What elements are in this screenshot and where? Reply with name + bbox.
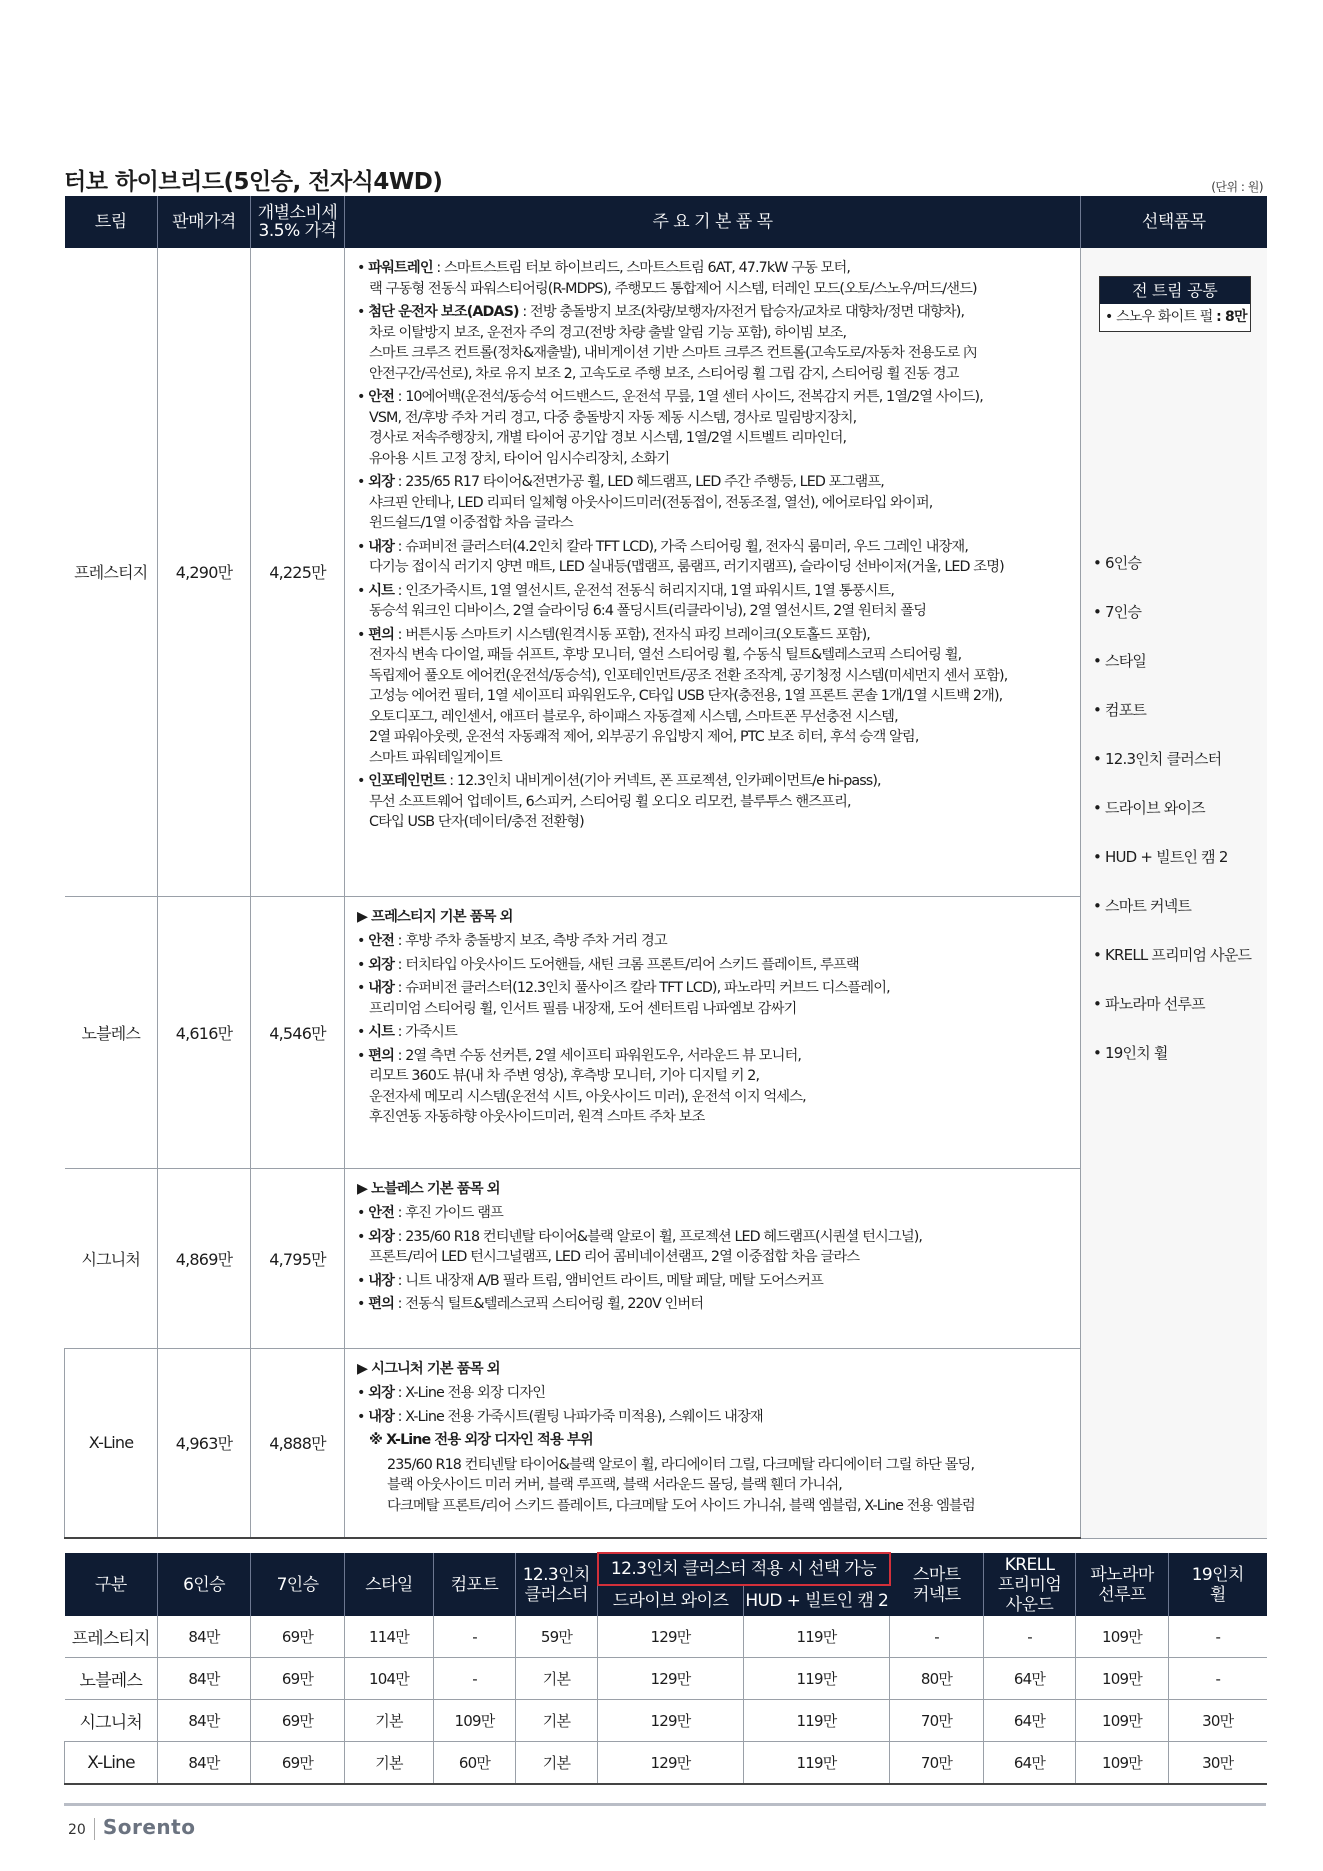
price-row-trim: 노블레스 <box>65 1658 158 1700</box>
feature-text: 전방 충돌방지 보조(차량/보행자/자전거 탑승자/교차로 대향차/정면 대향차), <box>529 304 965 320</box>
feature-item: • 시트 : 가죽시트 <box>357 1024 457 1040</box>
feature-label: 외장 <box>368 1228 395 1245</box>
price-cell: - <box>1169 1658 1267 1700</box>
feature-group-header: ▶ 시그니처 기본 품목 외 <box>357 1360 500 1377</box>
price-cell: 69만 <box>251 1700 345 1742</box>
price-cell: 119만 <box>744 1616 890 1658</box>
common-option-box <box>1099 276 1251 332</box>
price-cell: 109만 <box>1076 1616 1169 1658</box>
feature-item: • 외장 : X-Line 전용 외장 디자인 <box>357 1385 546 1401</box>
price-header-smart-connect: 스마트 커넥트 <box>890 1553 984 1616</box>
trim-price: 4,963만 <box>158 1348 251 1538</box>
feature-text: 경사로 저속주행장치, 개별 타이어 공기압 경보 시스템, 1열/2열 시트벨트 리마인더, <box>369 430 847 446</box>
feature-text: 후진연동 자동하향 아웃사이드미러, 원격 스마트 주차 보조 <box>369 1109 705 1125</box>
option-item: • 드라이브 와이즈 <box>1093 799 1205 817</box>
feature-text: 후진 가이드 램프 <box>405 1205 503 1221</box>
feature-label: 내장 <box>368 1272 395 1289</box>
price-cell: 30만 <box>1169 1700 1267 1742</box>
feature-label: 편의 <box>368 626 395 643</box>
feature-label: 외장 <box>368 956 395 973</box>
price-cell: - <box>434 1658 516 1700</box>
feature-text: 샤크핀 안테나, LED 리피터 일체형 아웃사이드미러(전동접이, 전동조절, 열선), 에어로타입 와이퍼, <box>369 494 933 511</box>
price-cell: - <box>890 1616 984 1658</box>
feature-item: • 편의 : 전동식 틸트&텔레스코픽 스티어링 휠, 220V 인버터 <box>357 1296 704 1312</box>
price-header-drivewise: 드라이브 와이즈 <box>598 1585 744 1616</box>
option-item: • 19인치 휠 <box>1093 1044 1168 1062</box>
feature-text: 유아용 시트 고정 장치, 타이어 임시수리장치, 소화기 <box>369 450 670 467</box>
feature-item: • 내장 : 슈퍼비전 클러스터(4.2인치 칼라 TFT LCD), 가죽 스티어링 휠, 전자식 룸미러, 우드 그레인 내장재, 다기능 접이식 러기지 양면 매트, LED 실내등(맵램프, 룸램프, 러기지램프), 슬라이딩 선바이저(거울, LED 조명) <box>357 538 1004 575</box>
feature-text: 10에어백(운전석/동승석 어드밴스드, 운전석 무릎, 1열 센터 사이드, 전복감지 커튼, 1열/2열 사이드), <box>405 389 983 405</box>
price-cell: - <box>434 1616 516 1658</box>
feature-label: 편의 <box>368 1047 395 1064</box>
price-row <box>65 1700 1267 1742</box>
feature-item: • 외장 : 235/60 R18 컨티넨탈 타이어&블랙 알로이 휠, 프로젝션 LED 헤드램프(시퀀셜 턴시그널), 프론트/리어 LED 턴시그널램프, LED 리어 콤비네이션램프, 2열 이중접합 차음 글라스 <box>357 1228 923 1265</box>
page-footer <box>68 1815 195 1839</box>
feature-text: 안전구간/곡선로), 차로 유지 보조 2, 고속도로 주행 보조, 스티어링 휠 그립 감지, 스티어링 휠 진동 경고 <box>369 365 959 382</box>
feature-text: 독립제어 풀오토 에어컨(운전석/동승석), 인포테인먼트/공조 전환 조작계, 공기청정 시스템(미세먼지 센서 포함), <box>369 667 1008 684</box>
feature-text: 리모트 360도 뷰(내 차 주변 영상), 후측방 모니터, 기아 디지털 키 2, <box>369 1068 760 1084</box>
trim-name: 프레스티지 <box>65 248 158 896</box>
feature-text: C타입 USB 단자(데이터/충전 전환형) <box>369 814 584 830</box>
feature-label: 파워트레인 <box>368 260 433 276</box>
feature-label: 외장 <box>368 1385 395 1401</box>
price-cell: 30만 <box>1169 1742 1267 1785</box>
xline-note-body <box>357 1455 1074 1517</box>
price-cell: 기본 <box>345 1742 434 1785</box>
page-number: 20 <box>68 1822 86 1838</box>
feature-label: 내장 <box>368 1408 395 1425</box>
price-row-trim: 프레스티지 <box>65 1616 158 1658</box>
feature-text: X-Line 전용 외장 디자인 <box>405 1385 546 1401</box>
feature-item: • 안전 : 후진 가이드 램프 <box>357 1205 503 1221</box>
price-cell: 129만 <box>598 1616 744 1658</box>
price-cell: 69만 <box>251 1616 345 1658</box>
feature-text: 12.3인치 내비게이션(기아 커넥트, 폰 프로젝션, 인카페이먼트/e hi-pass), <box>456 773 881 789</box>
feature-text: 차로 이탈방지 보조, 운전자 주의 경고(전방 차량 출발 알림 기능 포함), 하이빔 보조, <box>369 324 847 341</box>
header-price: 판매가격 <box>158 196 251 248</box>
feature-text: 윈드쉴드/1열 이중접합 차음 글라스 <box>369 515 573 531</box>
feature-text: 니트 내장재 A/B 필라 트림, 앰비언트 라이트, 메탈 페달, 메탈 도어스커프 <box>405 1272 823 1289</box>
price-cell: 기본 <box>345 1700 434 1742</box>
feature-label: 내장 <box>368 980 395 996</box>
xline-note-line: 235/60 R18 컨티넨탈 타이어&블랙 알로이 휠, 라디에이터 그릴, 다크메탈 라디에이터 그릴 하단 몰딩, <box>387 1456 975 1473</box>
price-cell: 119만 <box>744 1742 890 1785</box>
option-item: • 컴포트 <box>1093 701 1147 719</box>
xline-note-line: 블랙 아웃사이드 미러 커버, 블랙 루프랙, 블랙 서라운드 몰딩, 블랙 휀더 가니쉬, <box>387 1477 842 1493</box>
feature-text: VSM, 전/후방 주차 거리 경고, 다중 충돌방지 자동 제동 시스템, 경사로 밀림방지장치, <box>369 409 857 426</box>
feature-item: • 내장 : 슈퍼비전 클러스터(12.3인치 풀사이즈 칼라 TFT LCD), 파노라믹 커브드 디스플레이, 프리미엄 스티어링 휠, 인서트 필름 내장재, 도어 센터트림 나파엠보 감싸기 <box>357 980 890 1017</box>
price-cell: - <box>984 1616 1076 1658</box>
price-header-krell: KRELL 프리미엄 사운드 <box>984 1553 1076 1616</box>
feature-text: 가죽시트 <box>405 1024 457 1040</box>
feature-text: 운전자세 메모리 시스템(운전석 시트, 아웃사이드 미러), 운전석 이지 억세스, <box>369 1088 806 1105</box>
header-features: 주 요 기 본 품 목 <box>345 196 1081 248</box>
price-cell: 59만 <box>516 1616 598 1658</box>
price-cell: 109만 <box>1076 1742 1169 1785</box>
feature-text: 프론트/리어 LED 턴시그널램프, LED 리어 콤비네이션램프, 2열 이중접합 차음 글라스 <box>369 1249 860 1265</box>
trim-name: X-Line <box>65 1348 158 1538</box>
option-item: • 스마트 커넥트 <box>1093 897 1192 915</box>
feature-text: 슈퍼비전 클러스터(4.2인치 칼라 TFT LCD), 가죽 스티어링 휠, 전자식 룸미러, 우드 그레인 내장재, <box>405 538 968 555</box>
option-item: • 6인승 <box>1093 554 1142 572</box>
trim-tax-price: 4,888만 <box>251 1348 345 1538</box>
feature-item: • 안전 : 후방 주차 충돌방지 보조, 측방 주차 거리 경고 <box>357 933 667 949</box>
feature-label: 안전 <box>368 1205 395 1221</box>
feature-text: 버튼시동 스마트키 시스템(원격시동 포함), 전자식 파킹 브레이크(오토홀드 포함), <box>405 626 870 643</box>
price-cell: 129만 <box>598 1742 744 1785</box>
feature-label: 시트 <box>368 1024 395 1040</box>
price-cell: 109만 <box>434 1700 516 1742</box>
feature-text: 전동식 틸트&텔레스코픽 스티어링 휠, 220V 인버터 <box>405 1296 704 1312</box>
feature-text: 후방 주차 충돌방지 보조, 측방 주차 거리 경고 <box>405 933 667 949</box>
trim-tax-price: 4,225만 <box>251 248 345 896</box>
feature-item: • 편의 : 버튼시동 스마트키 시스템(원격시동 포함), 전자식 파킹 브레이크(오토홀드 포함), 전자식 변속 다이얼, 패들 쉬프트, 후방 모니터, 열선 스티어링 휠, 수동식 틸트&텔레스코픽 스티어링 휠, 독립제어 풀오토 에어컨(운전석/동승석), 인포테인먼트/공조 전환 조작계, 공기청정 시스템(미세먼지 센서 포함), 고성능 에어컨 필터, 1열 세이프티 파워윈도우, C타입 USB 단자(충전용, 1열 프론트 콘솔 1개/1열 시트백 2개), 오토디포그, 레인센서, 애프터 블로우, 하이패스 자동결제 시스템, 스마트폰 무선충전 시스템, 2열 파워아웃렛, 운전석 자동쾌적 제어, 외부공기 유입방지 제어, PTC 보조 히터, 후석 승객 알림, 스마트 파워테일게이트 <box>357 626 1008 766</box>
feature-text: 스마트스트림 터보 하이브리드, 스마트스트림 6AT, 47.7kW 구동 모터, <box>443 260 851 276</box>
price-cell: 129만 <box>598 1700 744 1742</box>
price-cell: 64만 <box>984 1658 1076 1700</box>
feature-text: 2열 파워아웃렛, 운전석 자동쾌적 제어, 외부공기 유입방지 제어, PTC 보조 히터, 후석 승객 알림, <box>369 729 919 745</box>
feature-label: 인포테인먼트 <box>368 773 446 789</box>
option-list <box>1081 552 1267 1091</box>
price-header-style: 스타일 <box>345 1553 434 1616</box>
price-cell: 104만 <box>345 1658 434 1700</box>
feature-item: • 시트 : 인조가죽시트, 1열 열선시트, 운전석 전동식 허리지지대, 1열 파워시트, 1열 통풍시트, 동승석 워크인 디바이스, 2열 슬라이딩 6:4 폴딩시트(리클라이닝), 2열 열선시트, 2열 원터치 폴딩 <box>357 582 927 619</box>
price-cell: 기본 <box>516 1658 598 1700</box>
option-item: • 파노라마 선루프 <box>1093 995 1205 1013</box>
feature-text: 터치타입 아웃사이드 도어핸들, 새틴 크롬 프론트/리어 스키드 플레이트, 루프랙 <box>405 956 859 973</box>
feature-item: • 내장 : 니트 내장재 A/B 필라 트림, 앰비언트 라이트, 메탈 페달, 메탈 도어스커프 <box>357 1272 823 1289</box>
feature-label: 안전 <box>368 933 395 949</box>
price-header-hud: HUD + 빌트인 캠 2 <box>744 1585 890 1616</box>
price-header-cluster: 12.3인치 클러스터 <box>516 1553 598 1616</box>
option-item: • 7인승 <box>1093 603 1142 621</box>
price-cell: 64만 <box>984 1700 1076 1742</box>
feature-label: 안전 <box>368 389 395 405</box>
footer-separator <box>94 1818 95 1840</box>
price-cell: 69만 <box>251 1658 345 1700</box>
feature-item: • 인포테인먼트 : 12.3인치 내비게이션(기아 커넥트, 폰 프로젝션, 인카페이먼트/e hi-pass), 무선 소프트웨어 업데이트, 6스피커, 스티어링 휠 오디오 리모컨, 블루투스 핸즈프리, C타입 USB 단자(데이터/충전 전환형) <box>357 773 881 830</box>
trim-name: 시그니처 <box>65 1168 158 1348</box>
feature-item: • 외장 : 235/65 R17 타이어&전면가공 휠, LED 헤드램프, LED 주간 주행등, LED 포그램프, 샤크핀 안테나, LED 리피터 일체형 아웃사이드미러(전동접이, 전동조절, 열선), 에어로타입 와이퍼, 윈드쉴드/1열 이중접합 차음 글라스 <box>357 474 933 531</box>
unit-label: (단위 : 원) <box>1211 180 1263 194</box>
option-item: • KRELL 프리미엄 사운드 <box>1093 946 1252 964</box>
price-row-trim: 시그니처 <box>65 1700 158 1742</box>
xline-note-title: ※ X-Line 전용 외장 디자인 적용 부위 <box>369 1432 593 1448</box>
feature-item: • 안전 : 10에어백(운전석/동승석 어드밴스드, 운전석 무릎, 1열 센터 사이드, 전복감지 커튼, 1열/2열 사이드), VSM, 전/후방 주차 거리 경고, 다중 충돌방지 자동 제동 시스템, 경사로 밀림방지장치, 경사로 저속주행장치, 개별 타이어 공기압 경보 시스템, 1열/2열 시트벨트 리마인더, 유아용 시트 고정 장치, 타이어 임시수리장치, 소화기 <box>357 389 983 467</box>
price-header-cluster-group: 12.3인치 클러스터 적용 시 선택 가능 <box>598 1553 890 1585</box>
header-trim: 트림 <box>65 196 158 248</box>
trim-price: 4,616만 <box>158 896 251 1168</box>
feature-item: • 첨단 운전자 보조(ADAS) : 전방 충돌방지 보조(차량/보행자/자전거 탑승자/교차로 대향차/정면 대향차), 차로 이탈방지 보조, 운전자 주의 경고(전방 차량 출발 알림 기능 포함), 하이빔 보조, 스마트 크루즈 컨트롤(정차&재출발), 내비게이션 기반 스마트 크루즈 컨트롤(고속도로/자동차 전용도로 內 안전구간/곡선로), 차로 유지 보조 2, 고속도로 주행 보조, 스티어링 휠 그립 감지, 스티어링 휠 진동 경고 <box>357 304 977 382</box>
common-option-item: • 스노우 화이트 펄 : 8만 <box>1105 309 1247 325</box>
price-row <box>65 1742 1267 1785</box>
feature-text: 235/65 R17 타이어&전면가공 휠, LED 헤드램프, LED 주간 주행등, LED 포그램프, <box>405 474 884 490</box>
feature-text: 전자식 변속 다이얼, 패들 쉬프트, 후방 모니터, 열선 스티어링 휠, 수동식 틸트&텔레스코픽 스티어링 휠, <box>369 647 962 663</box>
feature-text: 235/60 R18 컨티넨탈 타이어&블랙 알로이 휠, 프로젝션 LED 헤드램프(시퀀셜 턴시그널), <box>405 1228 923 1245</box>
feature-label: 외장 <box>368 474 395 490</box>
price-row <box>65 1616 1267 1658</box>
feature-text: 랙 구동형 전동식 파워스티어링(R-MDPS), 주행모드 통합제어 시스템, 터레인 모드(오토/스노우/머드/샌드) <box>369 280 977 297</box>
feature-group-header: ▶ 노블레스 기본 품목 외 <box>357 1180 500 1197</box>
feature-text: 다기능 접이식 러기지 양면 매트, LED 실내등(맵램프, 룸램프, 러기지램프), 슬라이딩 선바이저(거울, LED 조명) <box>369 559 1004 575</box>
price-cell: 84만 <box>158 1700 251 1742</box>
price-cell: 119만 <box>744 1658 890 1700</box>
feature-item: • 편의 : 2열 측면 수동 선커튼, 2열 세이프티 파워윈도우, 서라운드 뷰 모니터, 리모트 360도 뷰(내 차 주변 영상), 후측방 모니터, 기아 디지털 키 2, 운전자세 메모리 시스템(운전석 시트, 아웃사이드 미러), 운전석 이지 억세스, 후진연동 자동하향 아웃사이드미러, 원격 스마트 주차 보조 <box>357 1047 806 1125</box>
trim-price: 4,869만 <box>158 1168 251 1348</box>
brand-name: Sorento <box>102 1815 196 1839</box>
feature-text: 인조가죽시트, 1열 열선시트, 운전석 전동식 허리지지대, 1열 파워시트, 1열 통풍시트, <box>405 582 894 599</box>
price-row-trim: X-Line <box>65 1742 158 1785</box>
price-cell: 80만 <box>890 1658 984 1700</box>
feature-label: 첨단 운전자 보조(ADAS) <box>368 304 519 320</box>
feature-item: • 내장 : X-Line 전용 가죽시트(퀼팅 나파가죽 미적용), 스웨이드 내장재 <box>357 1408 763 1425</box>
xline-note-line: 다크메탈 프론트/리어 스키드 플레이트, 다크메탈 도어 사이드 가니쉬, 블랙 엠블럼, X-Line 전용 엠블럼 <box>387 1497 975 1514</box>
option-price-table <box>64 1552 1267 1785</box>
feature-label: 내장 <box>368 538 395 555</box>
feature-item: • 파워트레인 : 스마트스트림 터보 하이브리드, 스마트스트림 6AT, 47.7kW 구동 모터, 랙 구동형 전동식 파워스티어링(R-MDPS), 주행모드 통합제어 시스템, 터레인 모드(오토/스노우/머드/샌드) <box>357 260 977 297</box>
header-options: 선택품목 <box>1081 196 1267 248</box>
feature-label: 편의 <box>368 1296 395 1312</box>
feature-list-noblesse <box>345 896 1081 1168</box>
price-cell: 84만 <box>158 1658 251 1700</box>
trim-price: 4,290만 <box>158 248 251 896</box>
price-cell: - <box>1169 1616 1267 1658</box>
price-cell: 기본 <box>516 1700 598 1742</box>
price-cell: 129만 <box>598 1658 744 1700</box>
feature-text: 스마트 파워테일게이트 <box>369 749 502 766</box>
header-tax-price: 개별소비세 3.5% 가격 <box>251 196 345 248</box>
option-item: • 12.3인치 클러스터 <box>1093 750 1222 768</box>
price-cell: 114만 <box>345 1616 434 1658</box>
trim-tax-price: 4,795만 <box>251 1168 345 1348</box>
page-title: 터보 하이브리드(5인승, 전자식4WD) <box>64 169 443 195</box>
price-header-7seat: 7인승 <box>251 1553 345 1616</box>
feature-list-xline <box>345 1348 1081 1538</box>
price-header-gubun: 구분 <box>65 1553 158 1616</box>
options-column <box>1081 248 1267 1538</box>
price-cell: 84만 <box>158 1742 251 1785</box>
feature-text: 프리미엄 스티어링 휠, 인서트 필름 내장재, 도어 센터트림 나파엠보 감싸기 <box>369 1000 797 1017</box>
feature-text: 스마트 크루즈 컨트롤(정차&재출발), 내비게이션 기반 스마트 크루즈 컨트롤(고속도로/자동차 전용도로 內 <box>369 345 977 361</box>
price-header-panorama: 파노라마 선루프 <box>1076 1553 1169 1616</box>
price-header-6seat: 6인승 <box>158 1553 251 1616</box>
trim-name: 노블레스 <box>65 896 158 1168</box>
feature-text: X-Line 전용 가죽시트(퀼팅 나파가죽 미적용), 스웨이드 내장재 <box>405 1408 763 1425</box>
price-row <box>65 1658 1267 1700</box>
feature-text: 고성능 에어컨 필터, 1열 세이프티 파워윈도우, C타입 USB 단자(충전용, 1열 프론트 콘솔 1개/1열 시트백 2개), <box>369 688 1003 704</box>
spec-table <box>64 196 1267 1539</box>
price-cell: 70만 <box>890 1742 984 1785</box>
price-cell: 109만 <box>1076 1658 1169 1700</box>
price-cell: 70만 <box>890 1700 984 1742</box>
common-option-title: 전 트림 공통 <box>1100 277 1250 304</box>
price-cell: 기본 <box>516 1742 598 1785</box>
feature-label: 시트 <box>368 582 395 599</box>
price-cell: 69만 <box>251 1742 345 1785</box>
feature-group-header: ▶ 프레스티지 기본 품목 외 <box>357 908 513 925</box>
option-item: • 스타일 <box>1093 652 1147 670</box>
price-cell: 119만 <box>744 1700 890 1742</box>
feature-text: 2열 측면 수동 선커튼, 2열 세이프티 파워윈도우, 서라운드 뷰 모니터, <box>405 1047 802 1064</box>
feature-text: 동승석 워크인 디바이스, 2열 슬라이딩 6:4 폴딩시트(리클라이닝), 2열 열선시트, 2열 원터치 폴딩 <box>369 603 927 619</box>
feature-text: 오토디포그, 레인센서, 애프터 블로우, 하이패스 자동결제 시스템, 스마트폰 무선충전 시스템, <box>369 708 898 725</box>
price-cell: 60만 <box>434 1742 516 1785</box>
feature-list-signature <box>345 1168 1081 1348</box>
price-cell: 64만 <box>984 1742 1076 1785</box>
feature-list-prestige <box>345 248 1081 896</box>
price-header-comfort: 컴포트 <box>434 1553 516 1616</box>
feature-text: 슈퍼비전 클러스터(12.3인치 풀사이즈 칼라 TFT LCD), 파노라믹 커브드 디스플레이, <box>405 980 890 996</box>
price-header-wheel: 19인치 휠 <box>1169 1553 1267 1616</box>
price-cell: 84만 <box>158 1616 251 1658</box>
footer-divider <box>64 1803 1266 1806</box>
feature-text: 무선 소프트웨어 업데이트, 6스피커, 스티어링 휠 오디오 리모컨, 블루투스 핸즈프리, <box>369 793 851 810</box>
trim-tax-price: 4,546만 <box>251 896 345 1168</box>
price-cell: 109만 <box>1076 1700 1169 1742</box>
feature-item: • 외장 : 터치타입 아웃사이드 도어핸들, 새틴 크롬 프론트/리어 스키드 플레이트, 루프랙 <box>357 956 859 973</box>
option-item: • HUD + 빌트인 캠 2 <box>1093 848 1228 866</box>
